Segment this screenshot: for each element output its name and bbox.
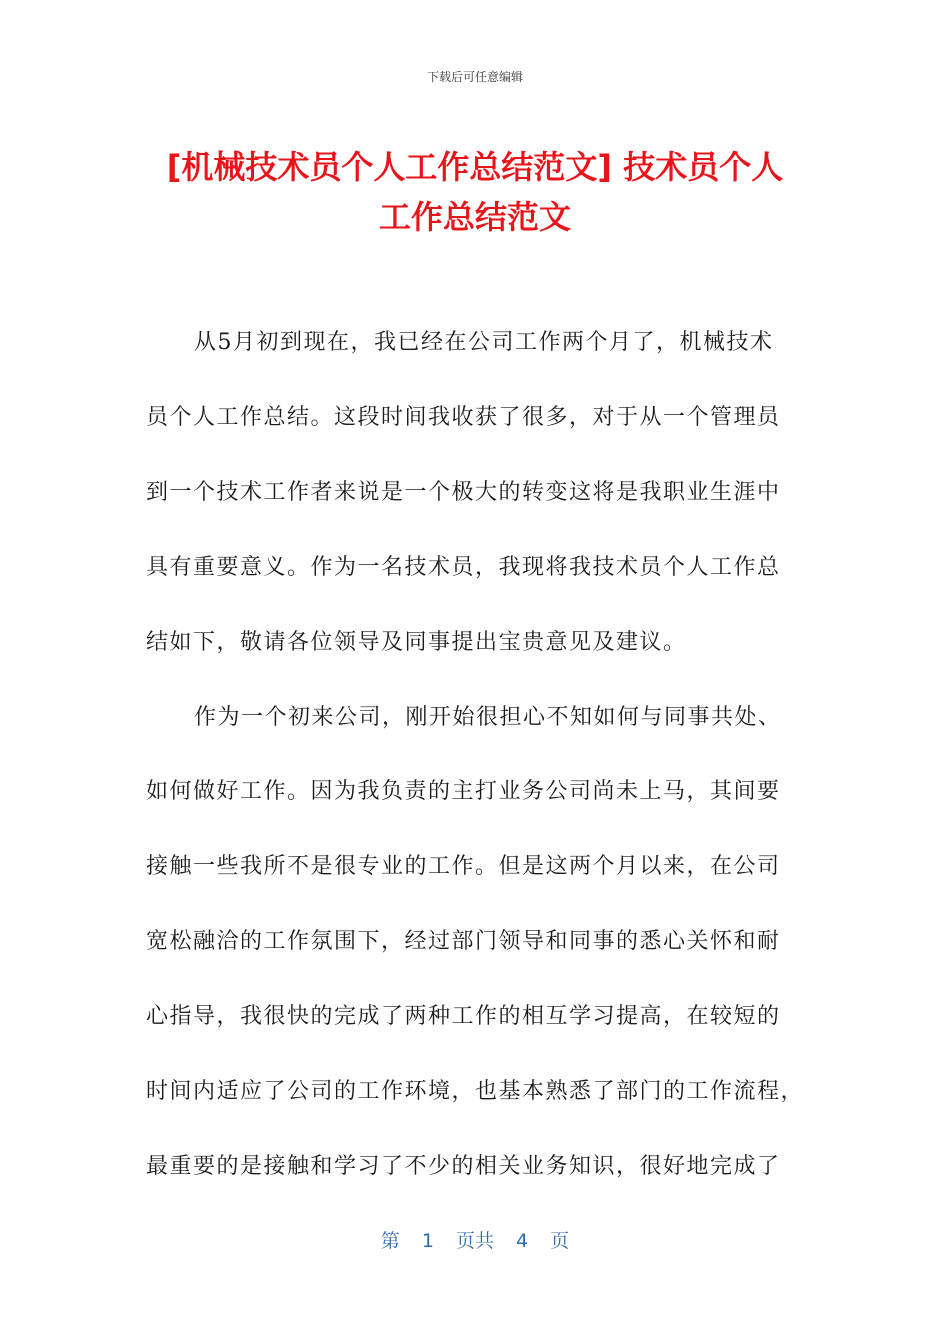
footer-page-number: 1 <box>421 1230 434 1252</box>
page-header: 下载后可任意编辑 <box>426 70 523 84</box>
paragraph-line: 结如下，敬请各位领导及同事提出宝贵意见及建议。 <box>146 630 687 655</box>
paragraph-line: 最重要的是接触和学习了不少的相关业务知识，很好地完成了 <box>146 1154 781 1179</box>
paragraph-line: 到一个技术工作者来说是一个极大的转变这将是我职业生涯中 <box>146 480 781 505</box>
footer-total-pages: 4 <box>516 1230 529 1252</box>
paragraph-line: 时间内适应了公司的工作环境，也基本熟悉了部门的工作流程， <box>146 1079 805 1104</box>
title-line-1: [机械技术员个人工作总结范文] 技术员个人 <box>166 148 784 186</box>
paragraph-line: 接触一些我所不是很专业的工作。但是这两个月以来，在公司 <box>146 854 781 879</box>
footer-prefix: 第 <box>380 1230 400 1252</box>
paragraph-line: 心指导，我很快的完成了两种工作的相互学习提高，在较短的 <box>146 1004 781 1029</box>
paragraph-line: 宽松融洽的工作氛围下，经过部门领导和同事的悉心关怀和耐 <box>146 929 781 954</box>
paragraph-line: 作为一个初来公司，刚开始很担心不知如何与同事共处、 <box>194 705 782 730</box>
paragraph-line: 员个人工作总结。这段时间我收获了很多，对于从一个管理员 <box>146 405 781 430</box>
page-footer <box>0 1226 950 1253</box>
footer-suffix: 页 <box>550 1230 570 1252</box>
document-title <box>120 142 830 242</box>
paragraph-line: 从5月初到现在，我已经在公司工作两个月了，机械技术 <box>194 330 774 355</box>
paragraph-line: 如何做好工作。因为我负责的主打业务公司尚未上马，其间要 <box>146 779 781 804</box>
title-line-2: 工作总结范文 <box>378 198 571 236</box>
footer-middle: 页共 <box>455 1230 494 1252</box>
paragraph-line: 具有重要意义。作为一名技术员，我现将我技术员个人工作总 <box>146 555 781 580</box>
